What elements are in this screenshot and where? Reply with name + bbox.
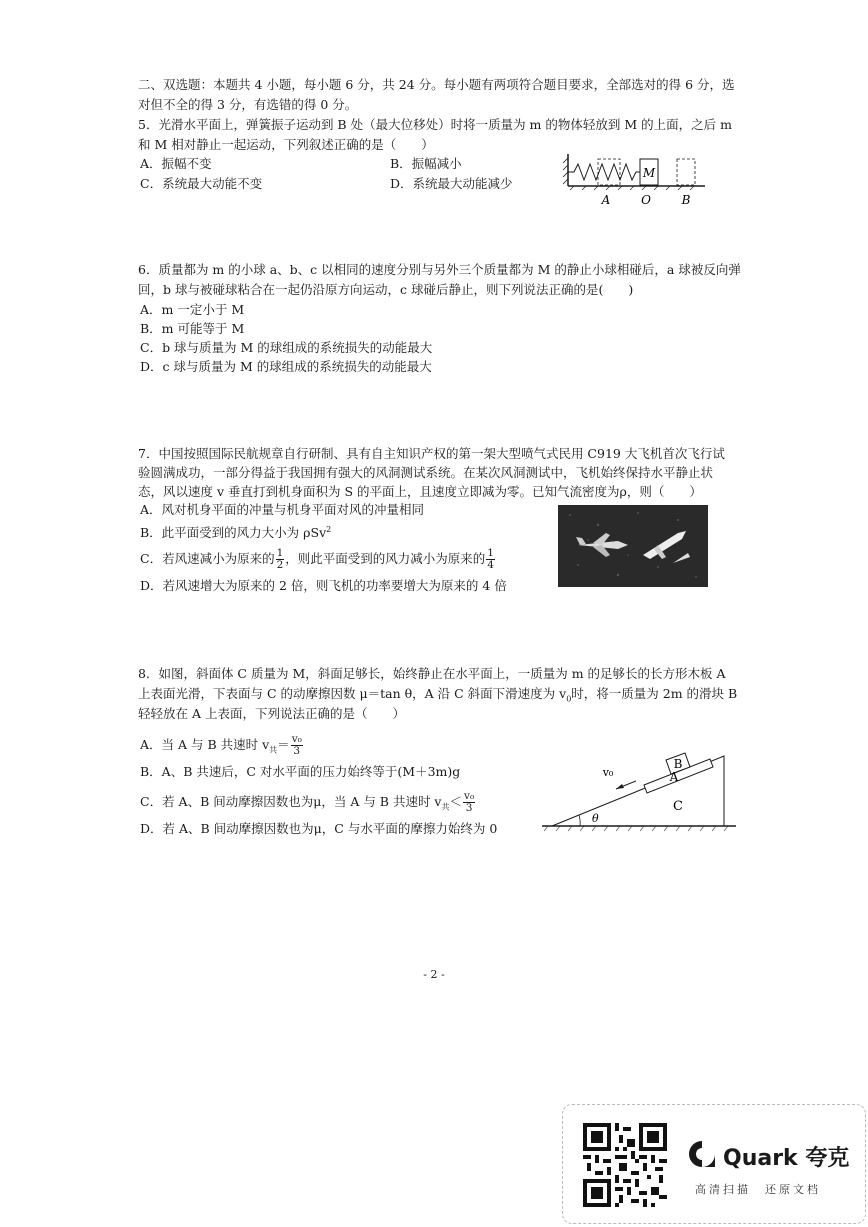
q7-stem-line2: 验圆满成功，一部分得益于我国拥有强大的风洞测试系统。在某次风洞测试中，飞机始终保持水平静止状 <box>138 465 714 480</box>
quark-brand-text: Quark 夸克 <box>723 1146 850 1171</box>
q5-option-b: B．振幅减小 <box>390 156 462 171</box>
q8-option-d: D．若 A、B 间动摩擦因数也为μ，C 与水平面的摩擦力始终为 0 <box>140 821 498 836</box>
page-number: - 2 - <box>423 968 445 981</box>
q7-stem-line1: 7．中国按照国际民航规章自行研制、具有自主知识产权的第一架大型喷气式民用 C919 大飞机首次飞行试 <box>138 446 725 461</box>
quark-watermark-badge <box>562 1104 866 1224</box>
q5-label-a: A <box>601 193 611 207</box>
q8-optC-fraction: $\frac{\text{v₀}}{3}$ <box>464 790 475 814</box>
q7-option-a: A．风对机身平面的冲量与机身平面对风的冲量相同 <box>140 502 425 517</box>
q8-incline-figure <box>540 730 740 836</box>
q8-label-b: B <box>673 757 683 771</box>
q8-label-v0: v₀ <box>602 766 614 779</box>
quark-slogan: 高清扫描 还原文档 <box>695 1183 821 1196</box>
section-header-line2: 对但不全的得 3 分，有选错的得 0 分。 <box>138 97 358 112</box>
q8-stem-line2: 上表面光滑，下表面与 C 的动摩擦因数 μ＝tan θ，A 沿 C 斜面下滑速度为 $v_0$时，将一质量为 2m 的滑块 B <box>138 686 738 704</box>
q6-stem-line1: 6．质量都为 m 的小球 a、b、c 以相同的速度分别与另外三个质量都为 M 的静止小球相碰后，a 球被反向弹 <box>138 262 741 277</box>
q5-spring-figure <box>560 150 710 212</box>
q5-label-b: B <box>681 193 691 207</box>
q6-option-b: B．m 可能等于 M <box>140 321 245 336</box>
q8-stem-line3: 轻轻放在 A 上表面，下列说法正确的是（ ） <box>138 706 405 721</box>
q6-stem-line2: 回，b 球与被碰球粘合在一起仍沿原方向运动，c 球碰后静止，则下列说法正确的是( ) <box>138 282 634 297</box>
quark-logo-icon <box>687 1139 717 1169</box>
q7-option-b: B．此平面受到的风力大小为 ρSv$^2$ <box>140 525 332 541</box>
q8-label-theta: θ <box>592 812 599 825</box>
q5-label-m: M <box>642 166 656 180</box>
q6-option-c: C．b 球与质量为 M 的球组成的系统损失的动能最大 <box>140 340 433 355</box>
q6-option-d: D．c 球与质量为 M 的球组成的系统损失的动能最大 <box>140 359 432 374</box>
q8-option-c: C．若 A、B 间动摩擦因数也为μ，当 A 与 B 共速时 $v_共<$ $\frac{\text{v₀}}{3}$ <box>140 790 475 814</box>
q7-stem-line3: 态，风以速度 v 垂直打到机身面积为 S 的平面上，且速度立即减为零。已知气流密度为ρ，则（ ） <box>138 484 702 499</box>
q7-option-d: D．若风速增大为原来的 2 倍，则飞机的功率要增大为原来的 4 倍 <box>140 578 507 593</box>
qr-code-icon <box>583 1123 667 1207</box>
q6-option-a: A．m 一定小于 M <box>140 302 245 317</box>
q8-label-c: C <box>673 799 683 814</box>
q7-fraction-half: $\frac{1}{2}$ <box>276 547 284 571</box>
q5-stem-line1: 5．光滑水平面上，弹簧振子运动到 B 处（最大位移处）时将一质量为 m 的物体轻放到 M 的上面，之后 m <box>138 117 732 132</box>
q5-option-d: D．系统最大动能减少 <box>390 176 513 191</box>
q7-fraction-quarter: $\frac{1}{4}$ <box>487 547 494 571</box>
q8-stem-line1: 8．如图，斜面体 C 质量为 M，斜面足够长，始终静止在水平面上，一质量为 m 的足够长的长方形木板 A <box>138 666 726 681</box>
q5-option-c: C．系统最大动能不变 <box>140 176 263 191</box>
q8-optA-fraction: $\frac{\text{v₀}}{3}$ <box>291 733 302 757</box>
q8-option-a: A．当 A 与 B 共速时 $v_共=$ $\frac{\text{v₀}}{3}$ <box>140 733 302 757</box>
section-header-line1: 二、双选题：本题共 4 小题，每小题 6 分，共 24 分。每小题有两项符合题目要求，全部选对的得 6 分，选 <box>138 77 735 92</box>
q7-option-c: C．若风速减小为原来的 $\frac{1}{2}$ ，则此平面受到的风力减小为原来的 $\frac{1}{4}$ <box>140 547 494 571</box>
q5-label-o: O <box>641 193 651 207</box>
q7-wind-tunnel-photo <box>558 505 708 587</box>
q8-label-a: A <box>669 770 679 784</box>
q5-option-a: A．振幅不变 <box>140 156 212 171</box>
q5-stem-line2: 和 M 相对静止一起运动，下列叙述正确的是（ ） <box>138 137 434 152</box>
q8-option-b: B．A、B 共速后，C 对水平面的压力始终等于(M＋3m)g <box>140 764 461 779</box>
